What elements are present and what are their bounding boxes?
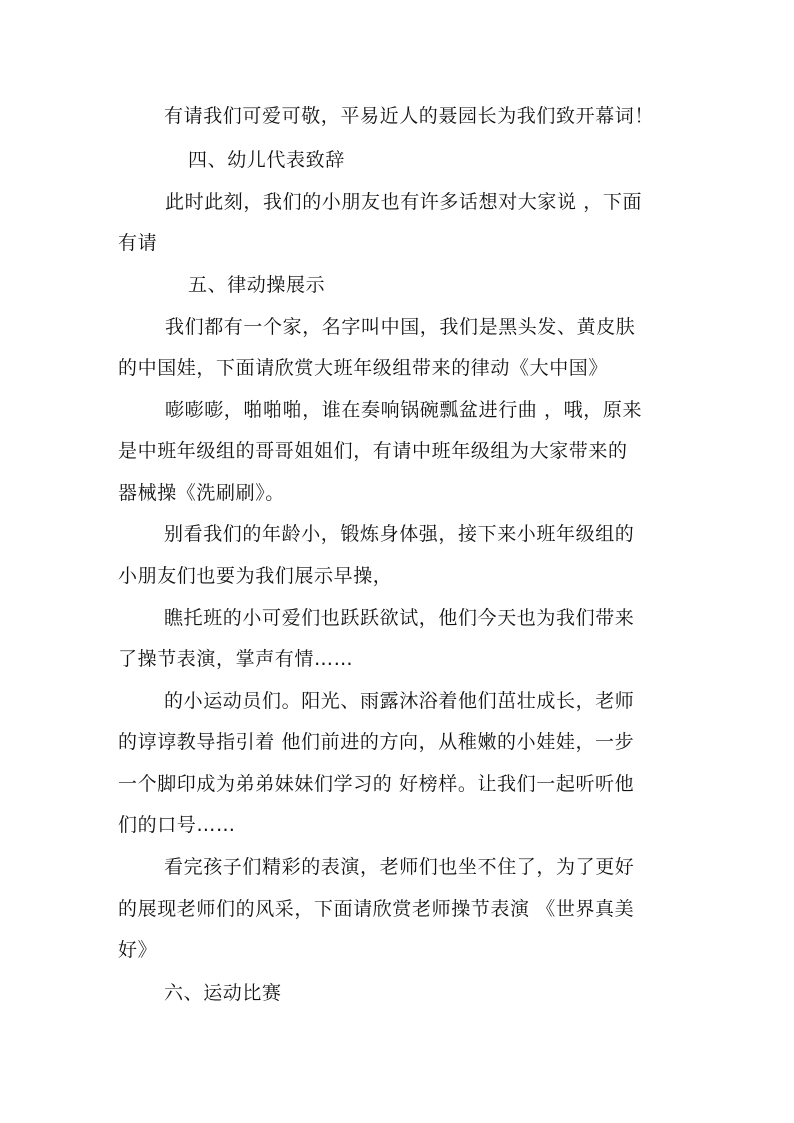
section-heading-sports-competition: 六、运动比赛	[164, 982, 282, 1004]
paragraph-line: 此时此刻，我们的小朋友也有许多话想对大家说 ，下面	[165, 191, 643, 213]
paragraph-line: 别看我们的年龄小，锻炼身体强，接下来小班年级组的	[164, 523, 635, 545]
paragraph-line: 好》	[118, 939, 158, 961]
paragraph-line: 我们都有一个家，名字叫中国，我们是黑头发、黄皮肤	[165, 316, 636, 338]
paragraph-line: 的展现老师们的风采，下面请欣赏老师操节表演 《世界真美	[118, 898, 635, 920]
paragraph-line: 的小运动员们。阳光、雨露沐浴着他们茁壮成长，老师	[164, 690, 635, 712]
section-heading-children-speech: 四、幼儿代表致辞	[188, 149, 345, 171]
paragraph-line: 器械操《洗刷刷》。	[118, 482, 285, 504]
paragraph-line: 嘭嘭嘭，啪啪啪，谁在奏响锅碗瓢盆进行曲 ，哦，原来	[165, 399, 643, 421]
section-heading-rhythm-exercise: 五、律动操展示	[188, 274, 326, 296]
paragraph-line: 们的口号……	[118, 814, 236, 836]
paragraph-line: 了操节表演，掌声有情……	[118, 648, 354, 670]
paragraph-line: 是中班年级组的哥哥姐姐们，有请中班年级组为大家带来的	[118, 440, 628, 462]
paragraph-line: 的中国娃，下面请欣赏大班年级组带来的律动《大中国》	[118, 357, 609, 379]
paragraph-line: 的谆谆教导指引着 他们前进的方向，从稚嫩的小娃娃，一步	[118, 731, 635, 753]
paragraph-line: 有请	[118, 232, 158, 254]
paragraph-line: 瞧托班的小可爱们也跃跃欲试，他们今天也为我们带来	[164, 607, 635, 629]
paragraph-line: 小朋友们也要为我们展示早操，	[118, 565, 393, 587]
paragraph-line: 一个脚印成为弟弟妹妹们学习的 好榜样。让我们一起听听他	[118, 773, 635, 795]
paragraph-opening-speech: 有请我们可爱可敬，平易近人的聂园长为我们致开幕词！	[164, 105, 655, 127]
paragraph-line: 看完孩子们精彩的表演，老师们也坐不住了，为了更好	[164, 856, 635, 878]
